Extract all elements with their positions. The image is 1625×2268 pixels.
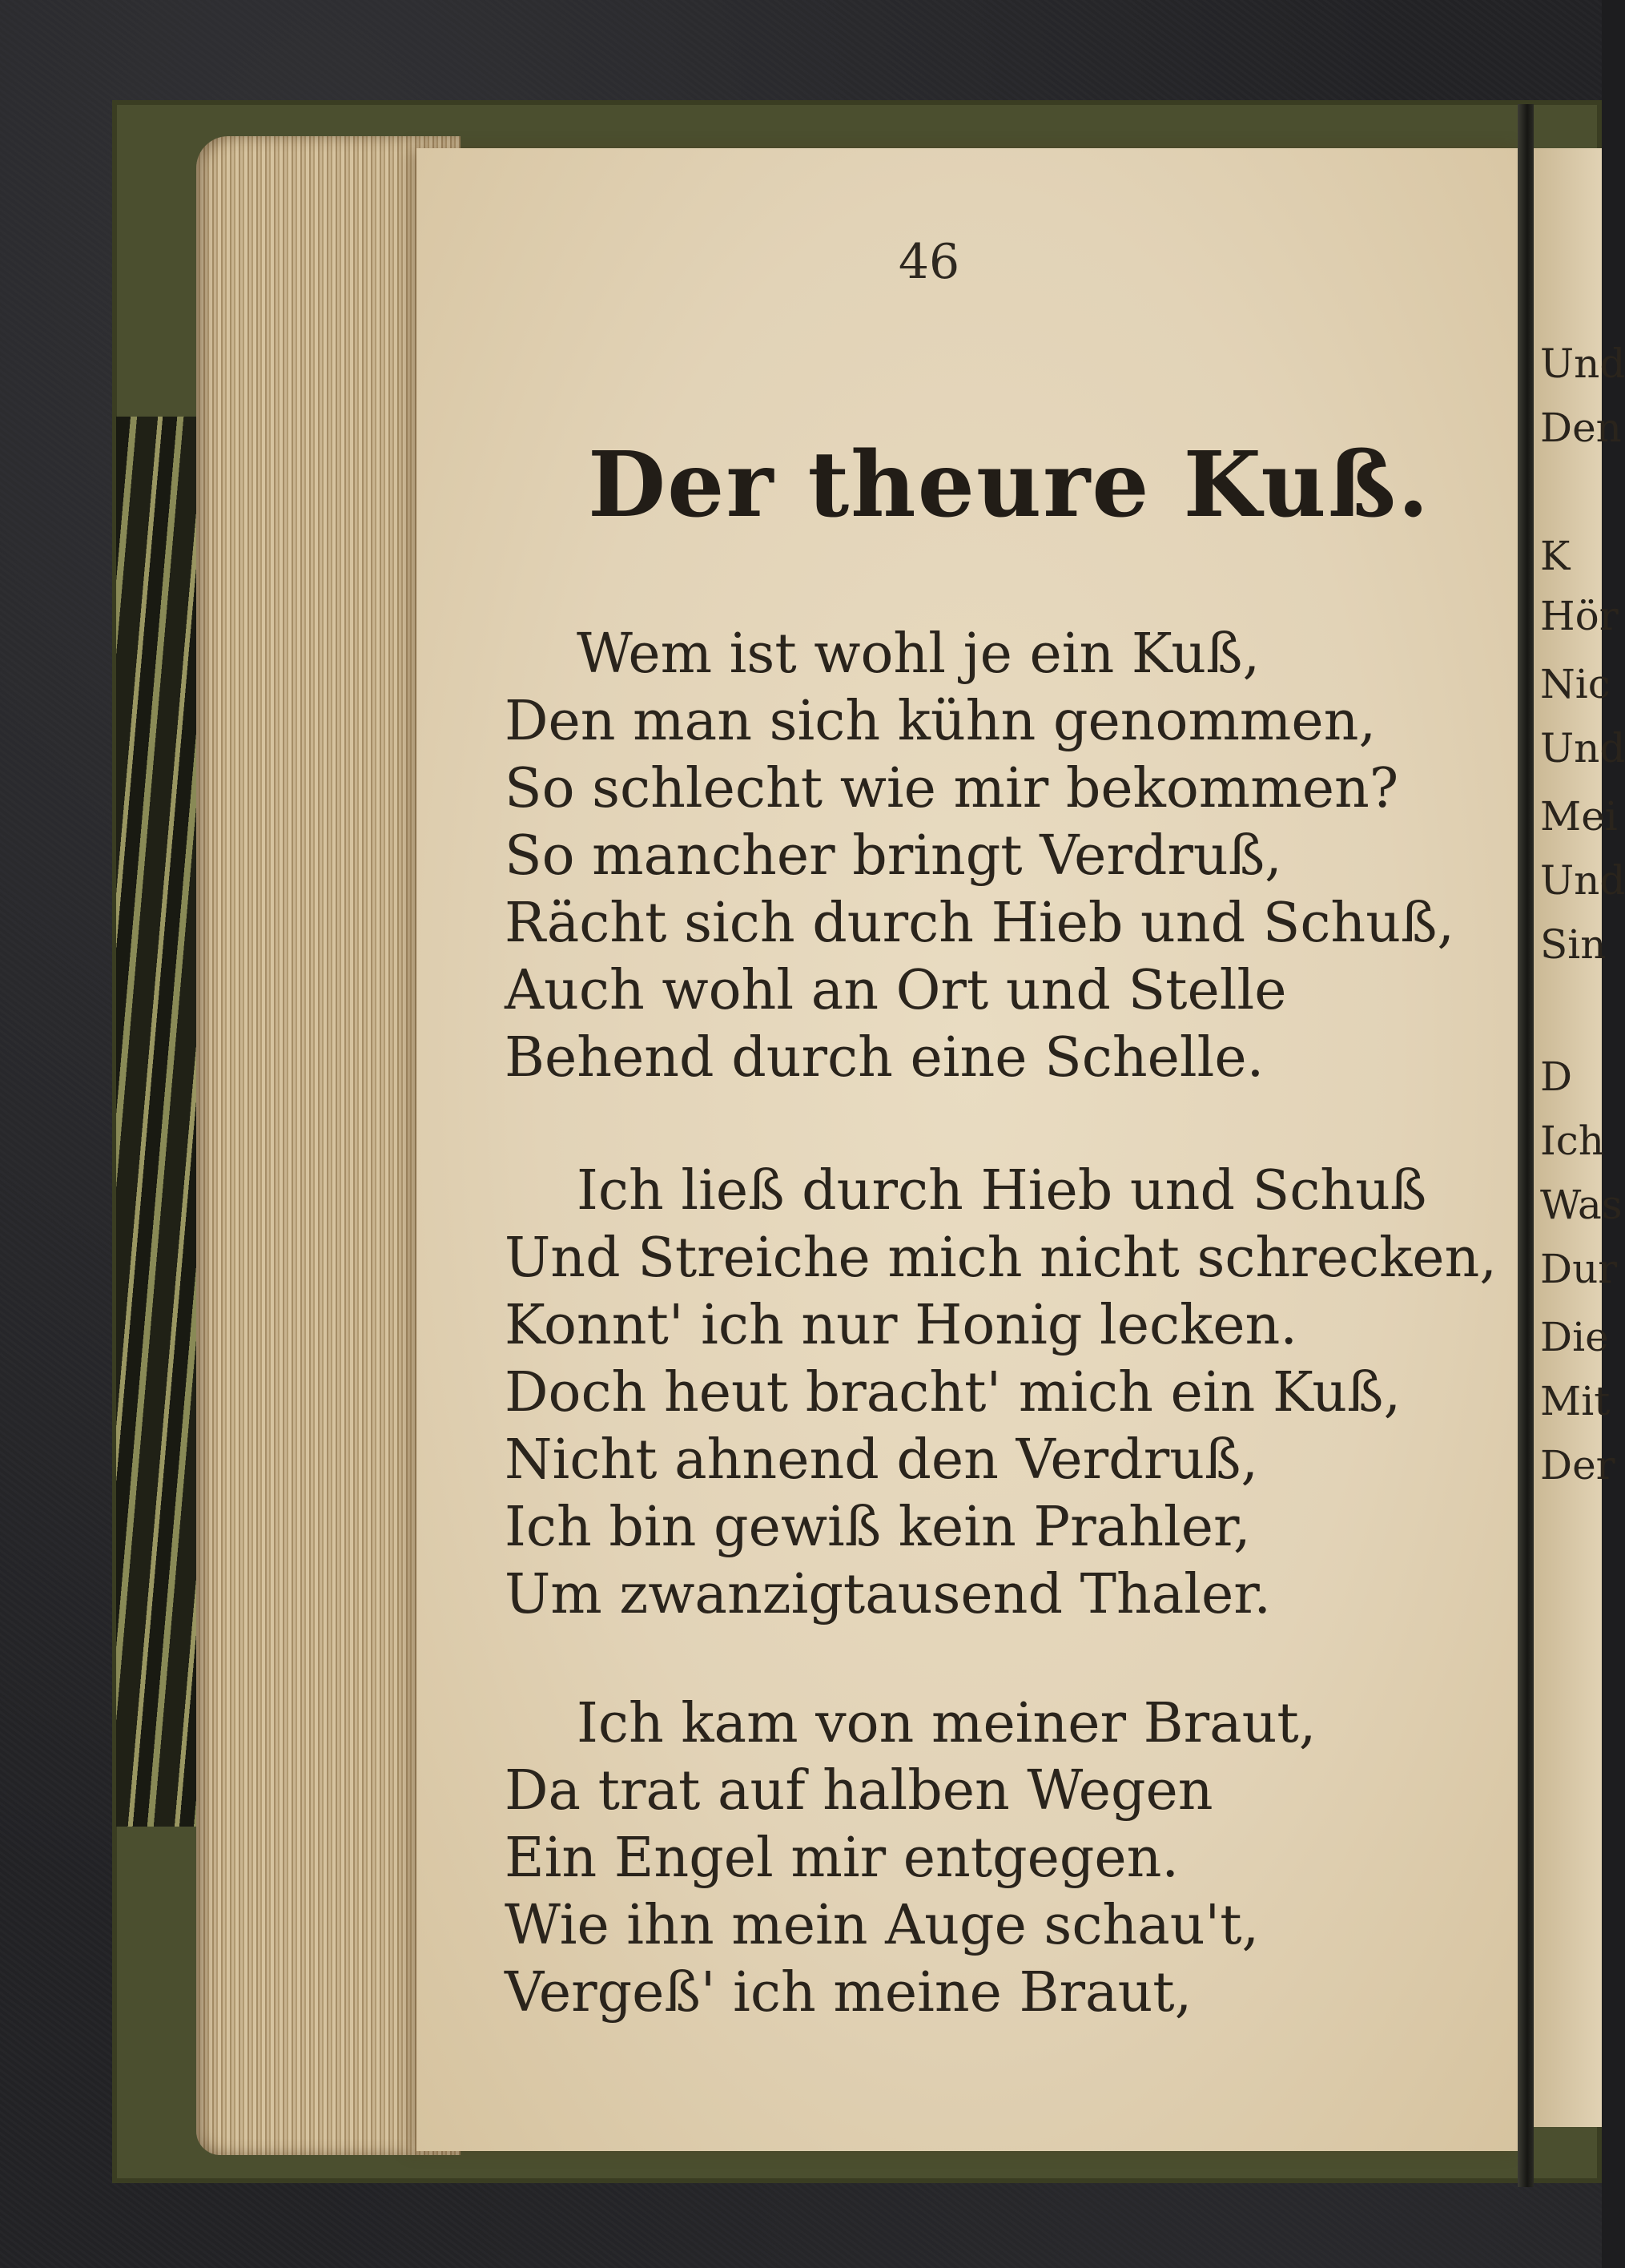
next-page-fragment: Und (1540, 340, 1625, 387)
verse-line: Vergeß' ich meine Braut, (505, 1961, 1193, 2024)
verse-line: Wie ihn mein Auge schau't, (505, 1894, 1260, 1957)
next-page-fragment: Dur (1540, 1246, 1618, 1292)
next-page-fragment: D (1540, 1053, 1573, 1100)
verse-line: Ich bin gewiß kein Prahler, (505, 1496, 1251, 1559)
verse-line: Doch heut bracht' mich ein Kuß, (505, 1361, 1402, 1424)
verse-line: Ich ließ durch Hieb und Schuß (577, 1159, 1427, 1223)
verse-line: Da trat auf halben Wegen (505, 1759, 1213, 1823)
verse-line: Konnt' ich nur Honig lecken. (505, 1294, 1297, 1357)
verse-line: Nicht ahnend den Verdruß, (505, 1428, 1259, 1492)
verse-line: Behend durch eine Schelle. (505, 1026, 1265, 1090)
stanza-1 (505, 621, 1454, 1092)
next-page-fragment: Nic (1540, 661, 1611, 707)
next-page-fragment: Sin (1540, 921, 1607, 968)
verse-line: So mancher bringt Verdruß, (505, 824, 1282, 888)
next-page-fragment: K (1540, 533, 1571, 579)
marbled-endpaper (116, 417, 204, 1827)
verse-line: Rächt sich durch Hieb und Schuß, (505, 892, 1455, 955)
verse-line: Ich kam von meiner Braut, (577, 1692, 1317, 1755)
next-page-sliver (1534, 148, 1625, 2127)
next-page-fragment: Die (1540, 1314, 1609, 1360)
stanza-2 (505, 1158, 1497, 1629)
page-number: 46 (898, 234, 960, 290)
verse-line: Ein Engel mir entgegen. (505, 1827, 1180, 1890)
book-gutter (1518, 104, 1534, 2187)
next-page-fragment: Der (1540, 1442, 1615, 1489)
stanza-3 (505, 1690, 1316, 2027)
verse-line: Wem ist wohl je ein Kuß, (577, 622, 1261, 686)
next-page-fragment: Und (1540, 857, 1625, 904)
next-page-fragment: Hör (1540, 593, 1619, 639)
next-page-fragment: Und (1540, 725, 1625, 771)
verse-line: Und Streiche mich nicht schrecken, (505, 1227, 1497, 1290)
poem-title: Der theure Kuß. (588, 433, 1430, 538)
verse-line: Auch wohl an Ort und Stelle (505, 959, 1287, 1022)
next-page-fragment: Mit (1540, 1378, 1611, 1424)
next-page-fragment: Mei (1540, 793, 1618, 840)
verse-line: So schlecht wie mir bekommen? (505, 757, 1399, 820)
next-page-fragment: Was (1540, 1182, 1623, 1228)
verse-line: Den man sich kühn genommen, (505, 690, 1377, 753)
next-page-fragment: Den (1540, 405, 1622, 451)
next-page-fragment: Ich (1540, 1118, 1604, 1164)
verse-line: Um zwanzigtausend Thaler. (505, 1563, 1271, 1626)
